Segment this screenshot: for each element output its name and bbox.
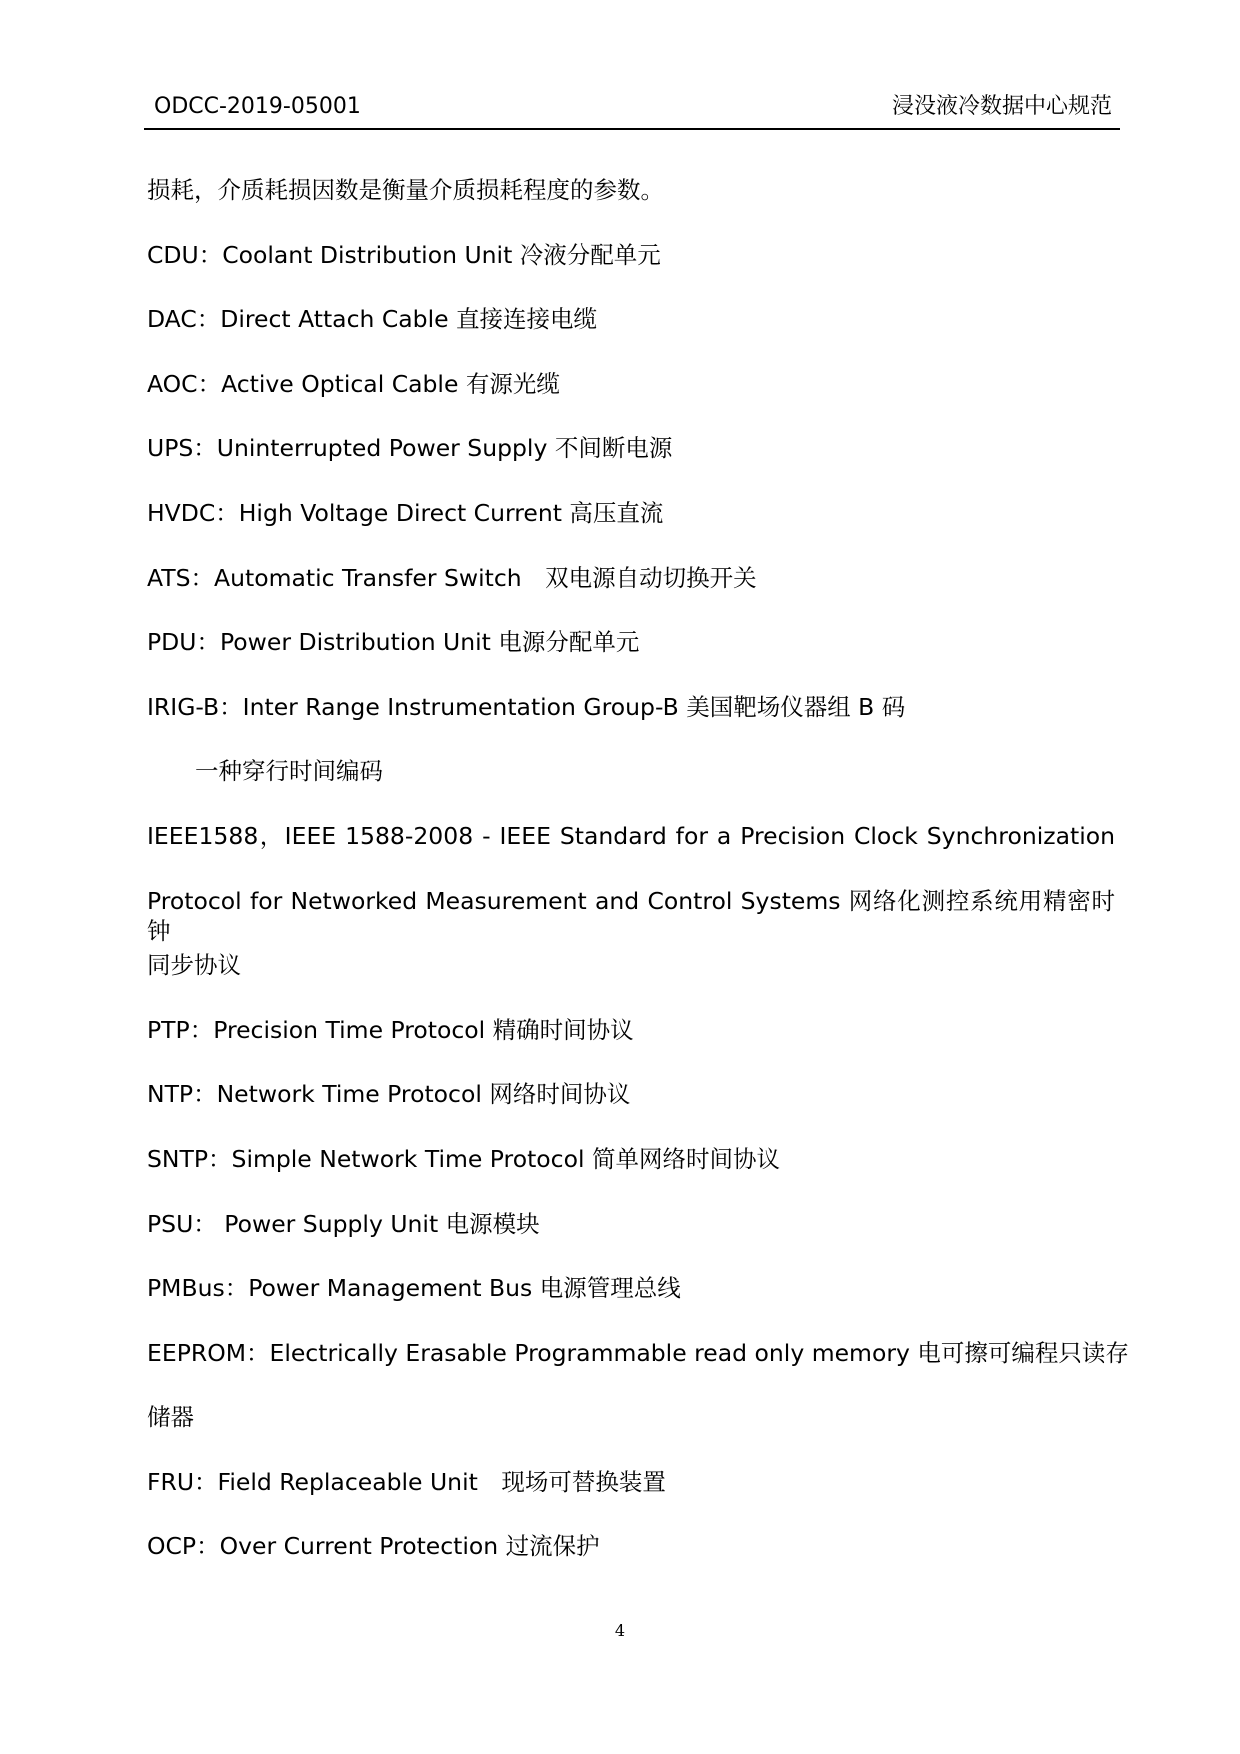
abbr-dac: DAC：Direct Attach Cable 直接连接电缆 [147, 305, 598, 334]
header-doc-title: 浸没液冷数据中心规范 [891, 94, 1112, 119]
abbr-pmbus: PMBus：Power Management Bus 电源管理总线 [147, 1274, 681, 1303]
abbr-sntp: SNTP：Simple Network Time Protocol 简单网络时间协议 [147, 1144, 780, 1173]
abbr-eeprom-continued: 储器 [147, 1403, 194, 1432]
abbr-aoc: AOC：Active Optical Cable 有源光缆 [147, 369, 560, 398]
text-line-continuation: 损耗，介质耗损因数是衡量介质损耗程度的参数。 [147, 176, 664, 204]
abbr-hvdc: HVDC：High Voltage Direct Current 高压直流 [147, 498, 664, 527]
page-header [144, 92, 1120, 130]
abbr-irig-b-continued: 一种穿行时间编码 [195, 757, 383, 786]
abbreviation-list [147, 175, 1129, 1596]
abbr-ieee1588-end: 同步协议 [147, 951, 241, 980]
abbr-ptp: PTP：Precision Time Protocol 精确时间协议 [147, 1015, 634, 1044]
abbr-ntp: NTP：Network Time Protocol 网络时间协议 [147, 1080, 631, 1109]
abbr-ups: UPS：Uninterrupted Power Supply 不间断电源 [147, 434, 673, 463]
header-doc-id: ODCC-2019-05001 [154, 94, 361, 119]
abbr-ocp: OCP：Over Current Protection 过流保护 [147, 1532, 600, 1561]
abbr-ieee1588: IEEE1588，IEEE 1588-2008 - IEEE Standard for a Precision Clock Synchronization [147, 821, 1115, 850]
abbr-cdu: CDU：Coolant Distribution Unit 冷液分配单元 [147, 240, 661, 269]
abbr-psu: PSU： Power Supply Unit 电源模块 [147, 1209, 540, 1238]
abbr-fru: FRU：Field Replaceable Unit 现场可替换装置 [147, 1467, 666, 1496]
page-number: 4 [614, 1621, 626, 1640]
abbr-irig-b: IRIG-B：Inter Range Instrumentation Group-B 美国靶场仪器组 B 码 [147, 692, 906, 721]
abbr-ats: ATS：Automatic Transfer Switch 双电源自动切换开关 [147, 563, 757, 592]
abbr-ieee1588-continued: Protocol for Networked Measurement and Control Systems 网络化测控系统用精密时钟 [147, 886, 1115, 945]
abbr-eeprom: EEPROM：Electrically Erasable Programmable read only memory 电可擦可编程只读存 [147, 1338, 1129, 1367]
abbr-pdu: PDU：Power Distribution Unit 电源分配单元 [147, 628, 640, 657]
